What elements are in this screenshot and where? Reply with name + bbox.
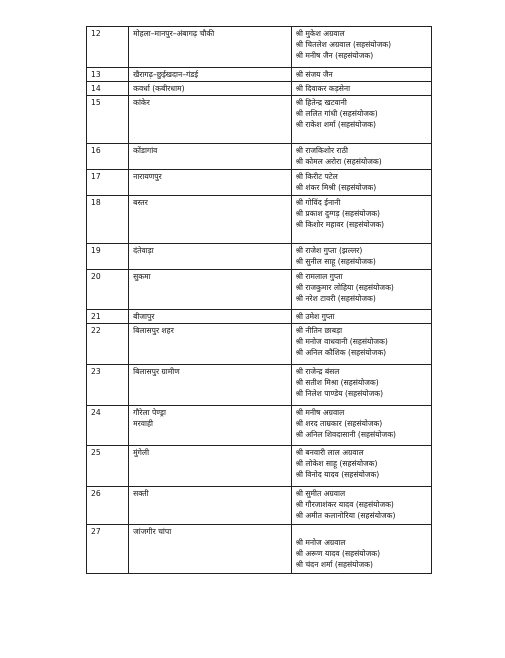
area-name: दंतेवाड़ा <box>133 246 154 255</box>
table-row <box>87 365 432 406</box>
area-name: सक्ती <box>133 489 149 498</box>
coordinator-table <box>86 26 432 574</box>
serial-number: 19 <box>91 246 101 255</box>
coordinator-name: श्री अरूण यादव (सहसंयोजक) <box>295 549 381 558</box>
area-name: बीजापुर <box>133 312 155 321</box>
serial-number: 20 <box>91 272 101 281</box>
area-name: मुंगेली <box>133 448 150 457</box>
area-name: नारायणपुर <box>133 172 162 181</box>
serial-number: 21 <box>91 312 101 321</box>
coordinator-name: श्री उमेश गुप्ता <box>295 312 335 321</box>
coordinator-name: श्री प्रकाश दुग्गड़ (सहसंयोजक) <box>295 209 381 218</box>
table-row <box>87 244 432 270</box>
coordinator-name: श्री मनीष अग्रवाल <box>295 408 345 417</box>
coordinator-names-cell <box>291 270 431 310</box>
table-row <box>87 196 432 244</box>
serial-number-cell <box>87 196 129 244</box>
coordinator-name: श्री रामलाल गुप्ता <box>295 272 343 281</box>
coordinator-name: श्री मुकेश अग्रवाल <box>295 29 345 38</box>
table-row <box>87 82 432 96</box>
coordinator-names-cell <box>291 365 431 406</box>
area-name-cell <box>129 270 291 310</box>
coordinator-name: श्री संजय जैन <box>295 70 333 79</box>
area-name-cell <box>129 96 291 144</box>
coordinator-names-cell <box>291 406 431 446</box>
area-name: खैरागढ़–छुईखदान–गंडई <box>133 70 199 79</box>
coordinator-names-cell <box>291 487 431 525</box>
coordinator-name: श्री मनोज अग्रवाल <box>295 538 346 547</box>
coordinator-names-cell <box>291 68 431 82</box>
area-name-cell <box>129 310 291 324</box>
coordinator-name: श्री गोविंद ईनानी <box>295 198 341 207</box>
area-name-cell <box>129 446 291 487</box>
table-row <box>87 96 432 144</box>
coordinator-name: श्री किशोर महावर (सहसंयोजक) <box>295 220 385 229</box>
area-name-cell <box>129 406 291 446</box>
coordinator-name: श्री शरद ताम्रकार (सहसंयोजक) <box>295 419 383 428</box>
coordinator-name <box>296 526 428 537</box>
area-name: कवर्धा (कबीरधाम) <box>133 84 185 93</box>
serial-number: 17 <box>91 172 101 181</box>
table-row <box>87 170 432 196</box>
table-row <box>87 27 432 68</box>
area-name: जांजगीर चांपा <box>133 527 172 536</box>
serial-number: 24 <box>91 408 101 417</box>
area-name: गौरेला पेण्ड्रा <box>133 408 166 417</box>
area-name: बस्तर <box>133 198 148 207</box>
table-row <box>87 310 432 324</box>
serial-number-cell <box>87 68 129 82</box>
table-row <box>87 406 432 446</box>
coordinator-name: श्री ललित गांधी (सहसंयोजक) <box>295 109 378 118</box>
area-name-cell <box>129 244 291 270</box>
serial-number-cell <box>87 144 129 170</box>
area-name-cell <box>129 196 291 244</box>
coordinator-name: श्री चंदन शर्मा (सहसंयोजक) <box>295 560 373 569</box>
serial-number-cell <box>87 244 129 270</box>
area-name: बिलासपुर ग्रामीण <box>133 367 180 376</box>
coordinator-name: श्री राजकिशोर राठी <box>295 146 348 155</box>
coordinator-name: श्री राजेश गुप्ता (झल्लर) <box>295 246 363 255</box>
coordinator-name: श्री नीतिन छाबड़ा <box>295 326 343 335</box>
coordinator-names-cell <box>291 196 431 244</box>
serial-number-cell <box>87 96 129 144</box>
serial-number-cell <box>87 170 129 196</box>
coordinator-names-cell <box>291 324 431 365</box>
table-row <box>87 68 432 82</box>
serial-number: 27 <box>91 527 101 536</box>
coordinator-name: श्री बनवारी लाल अग्रवाल <box>295 448 364 457</box>
serial-number: 14 <box>91 84 101 93</box>
coordinator-names-cell <box>291 144 431 170</box>
serial-number: 18 <box>91 198 101 207</box>
serial-number-cell <box>87 525 129 574</box>
area-name-cell <box>129 487 291 525</box>
coordinator-names-cell <box>291 170 431 196</box>
serial-number-cell <box>87 406 129 446</box>
coordinator-names-cell <box>291 525 431 574</box>
coordinator-name: श्री राजेन्द्र बंसल <box>295 367 340 376</box>
coordinator-name: श्री सतीश मिश्रा (सहसंयोजक) <box>295 378 379 387</box>
area-name: सुकमा <box>133 272 151 281</box>
coordinator-names-cell <box>291 310 431 324</box>
area-name-cell <box>129 324 291 365</box>
coordinator-table-body <box>87 27 432 574</box>
coordinator-name: श्री चितलेश अग्रवाल (सहसंयोजक) <box>295 40 392 49</box>
serial-number: 13 <box>91 70 101 79</box>
serial-number-cell <box>87 82 129 96</box>
table-row <box>87 487 432 525</box>
coordinator-name: श्री अमीत कलानोरिया (सहसंयोजक) <box>295 511 396 520</box>
coordinator-name: श्री सुनील साहू (सहसंयोजक) <box>295 257 376 266</box>
area-name: मोहला–मानपुर–अंबागढ़ चौकी <box>133 29 215 38</box>
coordinator-names-cell <box>291 96 431 144</box>
serial-number-cell <box>87 310 129 324</box>
area-name-cell <box>129 27 291 68</box>
area-name: कांकेर <box>133 98 150 107</box>
coordinator-names-cell <box>291 446 431 487</box>
coordinator-name: श्री किरीट पटेल <box>295 172 338 181</box>
table-row <box>87 270 432 310</box>
coordinator-name: श्री नरेश टावरी (सहसंयोजक) <box>295 294 376 303</box>
coordinator-name: श्री गौरजाशंकर यादव (सहसंयोजक) <box>295 500 394 509</box>
coordinator-name: श्री विनोद यादव (सहसंयोजक) <box>295 470 380 479</box>
coordinator-names-cell <box>291 27 431 68</box>
coordinator-name: श्री मनीष जैन (सहसंयोजक) <box>295 51 374 60</box>
area-name-cell <box>129 144 291 170</box>
serial-number: 22 <box>91 326 101 335</box>
table-row <box>87 446 432 487</box>
coordinator-name: श्री दिवाकर कड़सेना <box>295 84 351 93</box>
serial-number-cell <box>87 324 129 365</box>
serial-number: 15 <box>91 98 101 107</box>
coordinator-name: श्री निलेश पाण्डेय (सहसंयोजक) <box>295 389 384 398</box>
table-row <box>87 324 432 365</box>
table-row <box>87 144 432 170</box>
area-name: बिलासपुर शहर <box>133 326 174 335</box>
area-name-cell <box>129 525 291 574</box>
serial-number-cell <box>87 270 129 310</box>
table-row <box>87 525 432 574</box>
area-name-cell <box>129 365 291 406</box>
coordinator-name: श्री लोकेश साहू (सहसंयोजक) <box>295 459 378 468</box>
coordinator-names-cell <box>291 244 431 270</box>
coordinator-name: श्री कोमल अरोरा (सहसंयोजक) <box>295 157 382 166</box>
serial-number: 26 <box>91 489 101 498</box>
area-name: कोंडागांव <box>133 146 158 155</box>
serial-number: 16 <box>91 146 101 155</box>
coordinator-name: श्री अनिल शिवदासानी (सहसंयोजक) <box>295 430 396 439</box>
coordinator-name: श्री हितेन्द्र खटवानी <box>295 98 347 107</box>
serial-number-cell <box>87 446 129 487</box>
coordinator-name: श्री अनिल कौशिक (सहसंयोजक) <box>295 348 387 357</box>
coordinator-name: श्री राजकुमार लोहिया (सहसंयोजक) <box>295 283 394 292</box>
coordinator-name: श्री सुमीत अग्रवाल <box>295 489 346 498</box>
coordinator-name: श्री शंकर मिश्री (सहसंयोजक) <box>295 183 377 192</box>
coordinator-name: श्री मनोज वाधवानी (सहसंयोजक) <box>295 337 388 346</box>
serial-number-cell <box>87 365 129 406</box>
area-name-cell <box>129 68 291 82</box>
serial-number-cell <box>87 27 129 68</box>
serial-number-cell <box>87 487 129 525</box>
area-name-cell <box>129 170 291 196</box>
coordinator-name: श्री राकेश शर्मा (सहसंयोजक) <box>295 120 376 129</box>
serial-number: 12 <box>91 29 101 38</box>
area-name: मरवाही <box>133 419 153 428</box>
serial-number: 25 <box>91 448 101 457</box>
area-name-cell <box>129 82 291 96</box>
coordinator-names-cell <box>291 82 431 96</box>
serial-number: 23 <box>91 367 101 376</box>
